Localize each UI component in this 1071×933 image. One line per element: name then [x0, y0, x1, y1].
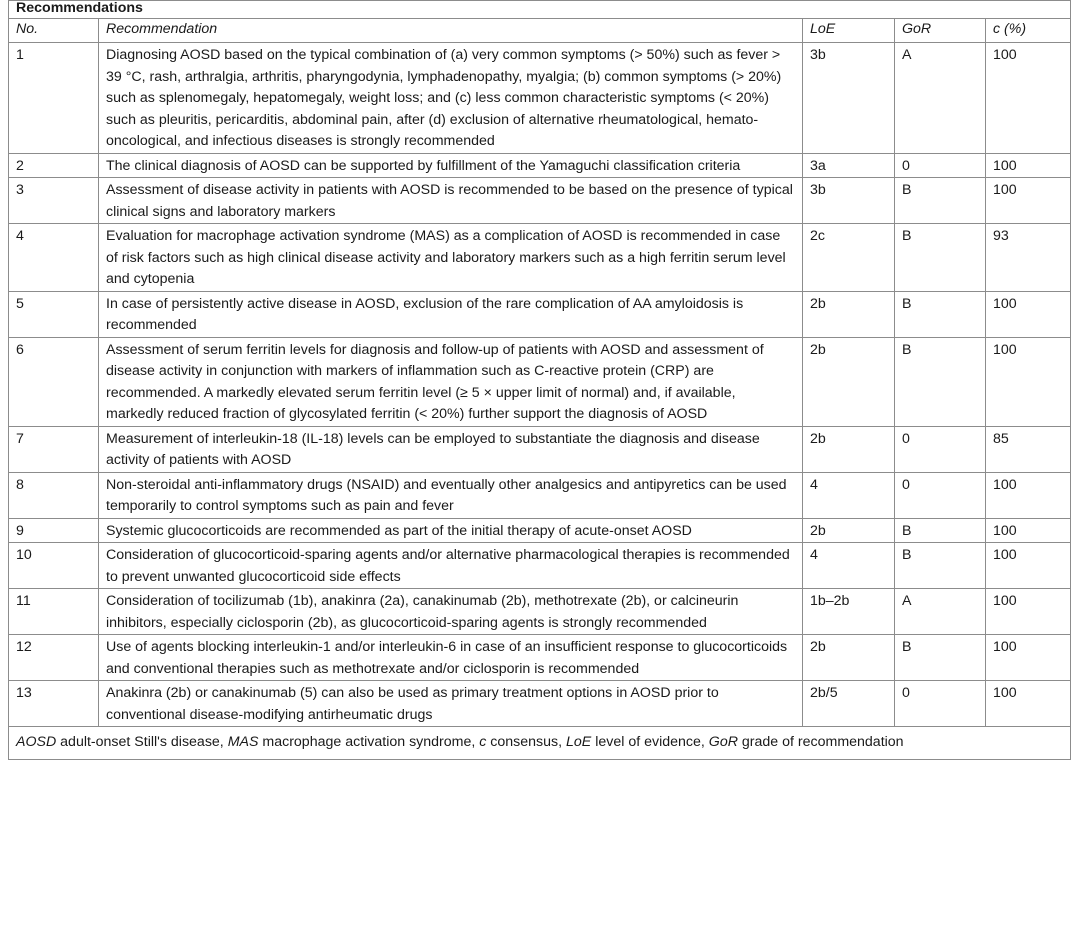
cell-no: 10	[9, 543, 99, 589]
footnote-abbreviation: AOSD	[16, 734, 57, 751]
cell-loe: 2b/5	[803, 681, 895, 727]
footnote-definition: adult-onset Still's disease,	[56, 734, 228, 751]
cell-loe: 2b	[803, 337, 895, 426]
cell-loe: 2b	[803, 635, 895, 681]
table-row	[9, 518, 1071, 543]
footnote-definition: level of evidence,	[591, 734, 709, 751]
table-row	[9, 681, 1071, 727]
cell-loe: 3a	[803, 153, 895, 178]
table-row	[9, 635, 1071, 681]
cell-no: 2	[9, 153, 99, 178]
cell-recommendation: Assessment of disease activity in patients with AOSD is recommended to be based on the presence of typical clinical signs and laboratory markers	[99, 178, 803, 224]
footnote-definition: grade of recommendation	[737, 734, 904, 751]
footnote-definition: macrophage activation syndrome,	[258, 734, 480, 751]
cell-loe: 3b	[803, 178, 895, 224]
footnote-abbreviation: GoR	[708, 734, 738, 751]
table-title: Recommendations	[9, 1, 1071, 19]
header-no: No.	[9, 19, 99, 43]
cell-consensus: 100	[986, 291, 1071, 337]
cell-recommendation: In case of persistently active disease in AOSD, exclusion of the rare complication of AA amyloidosis is recommended	[99, 291, 803, 337]
cell-consensus: 100	[986, 681, 1071, 727]
footnote-abbreviation: c	[479, 734, 487, 751]
cell-gor: 0	[895, 426, 986, 472]
table-row	[9, 426, 1071, 472]
cell-no: 3	[9, 178, 99, 224]
cell-gor: A	[895, 43, 986, 154]
cell-gor: B	[895, 518, 986, 543]
cell-no: 11	[9, 589, 99, 635]
cell-gor: B	[895, 543, 986, 589]
cell-loe: 2c	[803, 224, 895, 292]
cell-no: 7	[9, 426, 99, 472]
table-row	[9, 291, 1071, 337]
cell-gor: B	[895, 224, 986, 292]
recommendations-table	[8, 0, 1071, 760]
cell-no: 12	[9, 635, 99, 681]
cell-recommendation: Anakinra (2b) or canakinumab (5) can also be used as primary treatment options in AOSD prior to conventional disease-modifying antirheumatic drugs	[99, 681, 803, 727]
cell-no: 5	[9, 291, 99, 337]
cell-recommendation: Systemic glucocorticoids are recommended as part of the initial therapy of acute-onset AOSD	[99, 518, 803, 543]
cell-consensus: 100	[986, 543, 1071, 589]
cell-gor: B	[895, 178, 986, 224]
cell-recommendation: Diagnosing AOSD based on the typical combination of (a) very common symptoms (> 50%) such as fever > 39 °C, rash, arthralgia, arthritis, pharyngodynia, lymphadenopathy, myalgia; (b) common symptoms (> 20%) such as splenomegaly, hepatomegaly, weight loss; and (c) less common characteristic symptoms (< 20%) such as pleuritis, pericarditis, abdominal pain, after (d) exclusion of alternative rheumatological, hemato-oncological, and infectious diseases is strongly recommended	[99, 43, 803, 154]
recommendations-table-container	[8, 0, 1070, 760]
cell-consensus: 85	[986, 426, 1071, 472]
cell-gor: B	[895, 635, 986, 681]
table-row	[9, 153, 1071, 178]
table-row	[9, 224, 1071, 292]
table-footnote-row	[9, 727, 1071, 760]
cell-loe: 2b	[803, 426, 895, 472]
table-body	[9, 43, 1071, 727]
cell-gor: 0	[895, 472, 986, 518]
cell-consensus: 100	[986, 43, 1071, 154]
cell-consensus: 100	[986, 635, 1071, 681]
cell-loe: 3b	[803, 43, 895, 154]
cell-consensus: 100	[986, 472, 1071, 518]
cell-consensus: 100	[986, 518, 1071, 543]
cell-no: 9	[9, 518, 99, 543]
cell-recommendation: Non-steroidal anti-inflammatory drugs (NSAID) and eventually other analgesics and antipyretics can be used temporarily to control symptoms such as pain and fever	[99, 472, 803, 518]
cell-no: 1	[9, 43, 99, 154]
cell-loe: 4	[803, 543, 895, 589]
footnote-abbreviation: MAS	[227, 734, 259, 751]
cell-recommendation: The clinical diagnosis of AOSD can be supported by fulfillment of the Yamaguchi classification criteria	[99, 153, 803, 178]
cell-loe: 2b	[803, 291, 895, 337]
header-consensus: c (%)	[986, 19, 1071, 43]
header-loe: LoE	[803, 19, 895, 43]
table-row	[9, 178, 1071, 224]
cell-no: 6	[9, 337, 99, 426]
cell-no: 4	[9, 224, 99, 292]
cell-loe: 4	[803, 472, 895, 518]
table-footnote	[9, 727, 1071, 760]
table-row	[9, 337, 1071, 426]
cell-gor: B	[895, 337, 986, 426]
cell-recommendation: Evaluation for macrophage activation syndrome (MAS) as a complication of AOSD is recommended in case of risk factors such as high clinical disease activity and laboratory markers such as a high ferritin serum level and cytopenia	[99, 224, 803, 292]
cell-gor: 0	[895, 681, 986, 727]
cell-loe: 2b	[803, 518, 895, 543]
cell-gor: A	[895, 589, 986, 635]
table-row	[9, 472, 1071, 518]
cell-no: 8	[9, 472, 99, 518]
cell-consensus: 93	[986, 224, 1071, 292]
table-row	[9, 43, 1071, 154]
cell-no: 13	[9, 681, 99, 727]
footnote-abbreviation: LoE	[566, 734, 592, 751]
cell-consensus: 100	[986, 589, 1071, 635]
table-row	[9, 543, 1071, 589]
cell-recommendation: Assessment of serum ferritin levels for diagnosis and follow-up of patients with AOSD and assessment of disease activity in conjunction with markers of inflammation such as C-reactive protein (CRP) are recommended. A markedly elevated serum ferritin level (≥ 5 × upper limit of normal) and, if available, markedly reduced fraction of glycosylated ferritin (< 20%) further support the diagnosis of AOSD	[99, 337, 803, 426]
footnote-definition: consensus,	[486, 734, 567, 751]
cell-recommendation: Consideration of tocilizumab (1b), anakinra (2a), canakinumab (2b), methotrexate (2b), or calcineurin inhibitors, especially ciclosporin (2b), as glucocorticoid-sparing agents is strongly recommended	[99, 589, 803, 635]
cell-recommendation: Consideration of glucocorticoid-sparing agents and/or alternative pharmacological therapies is recommended to prevent unwanted glucocorticoid side effects	[99, 543, 803, 589]
table-header-row	[9, 19, 1071, 43]
header-recommendation: Recommendation	[99, 19, 803, 43]
cell-gor: 0	[895, 153, 986, 178]
cell-loe: 1b–2b	[803, 589, 895, 635]
header-gor: GoR	[895, 19, 986, 43]
cell-consensus: 100	[986, 337, 1071, 426]
cell-recommendation: Measurement of interleukin-18 (IL-18) levels can be employed to substantiate the diagnosis and disease activity of patients with AOSD	[99, 426, 803, 472]
cell-recommendation: Use of agents blocking interleukin-1 and/or interleukin-6 in case of an insufficient response to glucocorticoids and conventional therapies such as methotrexate and/or ciclosporin is recommended	[99, 635, 803, 681]
table-row	[9, 589, 1071, 635]
table-title-row	[9, 1, 1071, 19]
cell-consensus: 100	[986, 178, 1071, 224]
cell-consensus: 100	[986, 153, 1071, 178]
cell-gor: B	[895, 291, 986, 337]
